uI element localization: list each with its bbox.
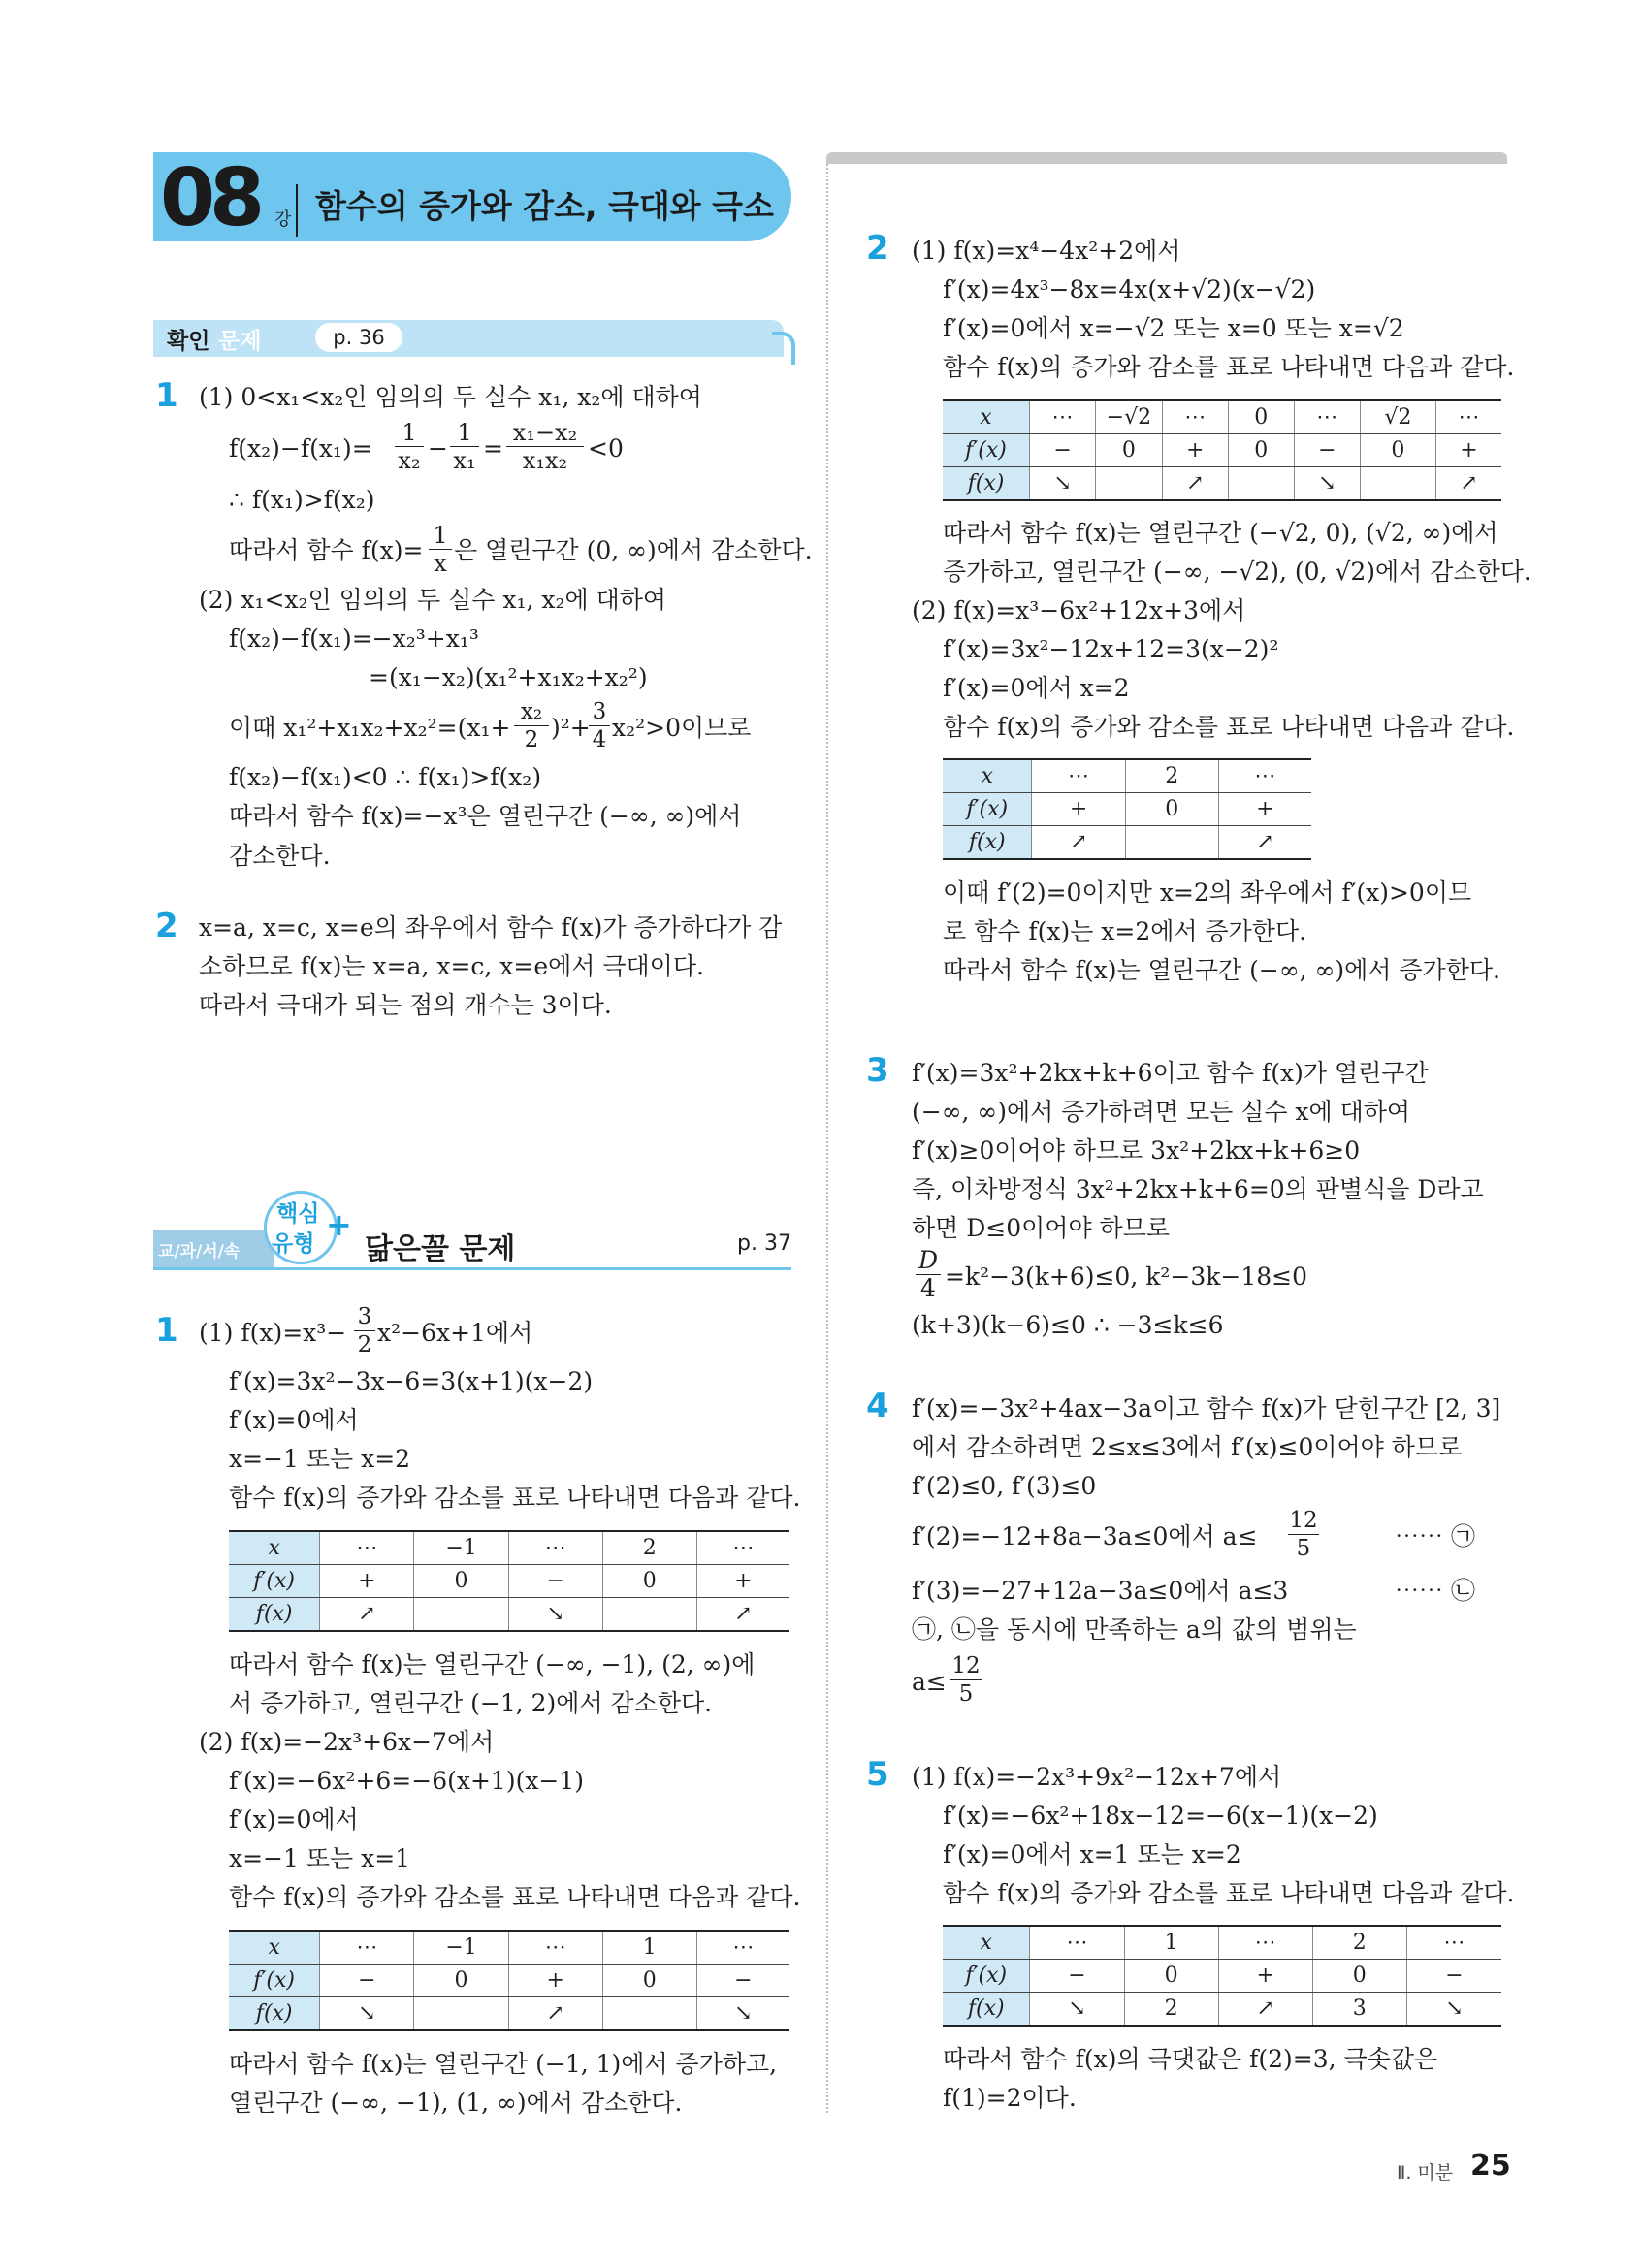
table-cell: −1	[414, 1531, 508, 1565]
s4-line7-a: a≤	[912, 1668, 947, 1696]
s5-line2: f′(x)=−6x²+18x−12=−6(x−1)(x−2)	[943, 1802, 1378, 1830]
p1-line2-minus: −	[428, 434, 448, 463]
s1-line1-frac-den: 2	[357, 1332, 372, 1358]
table-cell: 2	[1312, 1926, 1406, 1960]
table-cell: 2	[1125, 759, 1218, 793]
table-cell: x	[943, 1926, 1030, 1960]
table-row	[229, 1931, 789, 1965]
p1-line8-frac2-den: 4	[592, 727, 607, 752]
table-cell: 0	[1125, 793, 1218, 826]
s2-line2: f′(x)=4x³−8x=4x(x+√2)(x−√2)	[943, 275, 1316, 303]
p1-line3: ∴ f(x₁)>f(x₂)	[229, 486, 375, 514]
p1-frac1-den: x₂	[398, 447, 421, 474]
p2-line1: x=a, x=c, x=e의 좌우에서 함수 f(x)가 증가하다가 감	[199, 913, 783, 942]
table-cell: +	[1435, 434, 1501, 467]
table-cell: ↘	[508, 1598, 602, 1632]
s1-line11: x=−1 또는 x=1	[229, 1844, 411, 1872]
table-cell: f′(x)	[229, 1965, 320, 1997]
table-cell: 0	[602, 1965, 696, 1997]
s5-line4: 함수 f(x)의 증가와 감소를 표로 나타내면 다음과 같다.	[943, 1879, 1515, 1907]
table-row	[943, 1960, 1501, 1993]
s2-number: 2	[866, 229, 889, 268]
s1-line13: 따라서 함수 f(x)는 열린구간 (−1, 1)에서 증가하고,	[229, 2050, 778, 2078]
p1-line8-frac1	[514, 698, 549, 753]
table-cell: 2	[602, 1531, 696, 1565]
table-cell: ↗	[696, 1598, 789, 1632]
table-cell: ↗	[508, 1997, 602, 2031]
footer-section: Ⅱ. 미분	[1397, 2162, 1454, 2184]
s4-line4-frac-num: 12	[1289, 1508, 1318, 1533]
s3-line6-frac	[916, 1247, 941, 1302]
table-cell	[1360, 467, 1435, 501]
table-cell: −	[696, 1965, 789, 1997]
lesson-title: 함수의 증가와 감소, 극대와 극소	[315, 187, 774, 225]
s2-line3: f′(x)=0에서 x=−√2 또는 x=0 또는 x=√2	[943, 314, 1404, 342]
s1-line5: 함수 f(x)의 증가와 감소를 표로 나타내면 다음과 같다.	[229, 1484, 801, 1512]
confirm-label-b: 문제	[218, 329, 262, 354]
table-cell	[602, 1598, 696, 1632]
s3-line3: f′(x)≥0이어야 하므로 3x²+2kx+k+6≥0	[912, 1136, 1361, 1165]
s1-line1-frac-num: 3	[354, 1303, 375, 1331]
s3-line6-frac-num: D	[916, 1247, 941, 1275]
table-cell: ⋯	[696, 1531, 789, 1565]
p1-frac1-num: 1	[395, 419, 424, 447]
p2-number: 2	[155, 907, 178, 945]
table-cell: ⋯	[1162, 400, 1228, 434]
table-cell	[414, 1997, 508, 2031]
table-cell: 0	[1228, 400, 1294, 434]
p1-line8-frac1-den: 2	[524, 727, 539, 752]
column-divider	[826, 164, 828, 2113]
p1-line4-frac-den: x	[434, 550, 447, 577]
s4-line2: 에서 감소하려면 2≤x≤3에서 f′(x)≤0이어야 하므로	[912, 1433, 1463, 1461]
p1-line1: (1) 0<x₁<x₂인 임의의 두 실수 x₁, x₂에 대하여	[199, 383, 702, 411]
p1-line4-b: 은 열린구간 (0, ∞)에서 감소한다.	[454, 536, 813, 564]
table-cell: ↘	[1030, 1993, 1124, 2027]
footer-page-number: 25	[1470, 2149, 1511, 2183]
s5-table1	[943, 1925, 1501, 2027]
table-row	[229, 1565, 789, 1598]
table-cell: x	[229, 1931, 320, 1965]
s3-line6-frac-den: 4	[920, 1274, 936, 1302]
s4-line4-tag: ⋯⋯ ㉠	[1395, 1522, 1475, 1550]
similar-series: 교/과/서/속	[158, 1242, 241, 1262]
table-cell: x	[229, 1531, 320, 1565]
s1-number: 1	[155, 1311, 178, 1350]
p1-line5: (2) x₁<x₂인 임의의 두 실수 x₁, x₂에 대하여	[199, 586, 667, 614]
table-cell: +	[1218, 793, 1311, 826]
table-cell: f′(x)	[229, 1565, 320, 1598]
s3-line4: 즉, 이차방정식 3x²+2kx+k+6=0의 판별식을 D라고	[912, 1175, 1484, 1203]
s4-line4-frac	[1288, 1507, 1319, 1562]
table-row	[229, 1997, 789, 2031]
table-cell: x	[943, 400, 1029, 434]
table-cell: f(x)	[943, 467, 1029, 501]
s1-line14: 열린구간 (−∞, −1), (1, ∞)에서 감소한다.	[229, 2089, 683, 2117]
s2-table2	[943, 758, 1311, 860]
table-cell: ↗	[1032, 826, 1125, 860]
p1-frac2-den: x₁	[453, 447, 476, 474]
table-cell: f(x)	[943, 826, 1032, 860]
s3-line7: (k+3)(k−6)≤0 ∴ −3≤k≤6	[912, 1311, 1224, 1339]
similar-plus-icon: +	[326, 1206, 352, 1243]
s1-line1-frac	[354, 1303, 375, 1358]
p1-frac3-den: x₁x₂	[522, 447, 568, 474]
s4-number: 4	[866, 1387, 889, 1425]
table-cell: ⋯	[508, 1931, 602, 1965]
similar-badge-bottom: 유형	[272, 1231, 315, 1257]
s3-line1: f′(x)=3x²+2kx+k+6이고 함수 f(x)가 열린구간	[912, 1059, 1429, 1087]
p2-line2: 소하므로 f(x)는 x=a, x=c, x=e에서 극대이다.	[199, 952, 704, 980]
right-column-top-bar	[826, 152, 1507, 164]
table-cell: x	[943, 759, 1032, 793]
s2-line13: 따라서 함수 f(x)는 열린구간 (−∞, ∞)에서 증가한다.	[943, 956, 1500, 984]
table-cell: +	[320, 1565, 414, 1598]
table-cell: f(x)	[229, 1598, 320, 1632]
table-cell: ↗	[1218, 1993, 1312, 2027]
s5-line3: f′(x)=0에서 x=1 또는 x=2	[943, 1840, 1241, 1869]
s5-line5: 따라서 함수 f(x)의 극댓값은 f(2)=3, 극솟값은	[943, 2045, 1438, 2073]
table-cell: ⋯	[1029, 400, 1095, 434]
p1-line11: 감소한다.	[229, 842, 331, 870]
s4-line5-tag: ⋯⋯ ㉡	[1395, 1577, 1475, 1605]
s3-number: 3	[866, 1051, 889, 1090]
s1-line6: 따라서 함수 f(x)는 열린구간 (−∞, −1), (2, ∞)에	[229, 1650, 756, 1678]
table-cell: −√2	[1096, 400, 1163, 434]
table-row	[229, 1531, 789, 1565]
table-row	[943, 467, 1501, 501]
table-cell: +	[1162, 434, 1228, 467]
s3-line6-rest: =k²−3(k+6)≤0, k²−3k−18≤0	[945, 1262, 1308, 1291]
p1-line2-lhs: f(x₂)−f(x₁)=	[229, 434, 372, 463]
table-cell: +	[1032, 793, 1125, 826]
s1-line1-d: x²−6x+1에서	[377, 1319, 533, 1347]
p1-line7: =(x₁−x₂)(x₁²+x₁x₂+x₂²)	[369, 663, 648, 691]
confirm-page: p. 36	[315, 323, 402, 352]
p1-frac3	[506, 419, 584, 474]
table-row	[943, 1993, 1501, 2027]
s2-line1: (1) f(x)=x⁴−4x²+2에서	[912, 237, 1181, 265]
p1-line8-frac2	[589, 698, 610, 753]
table-cell	[602, 1997, 696, 2031]
p1-line2-eq: =	[483, 434, 503, 463]
s2-line7: (2) f(x)=x³−6x²+12x+3에서	[912, 596, 1246, 624]
s1-table2	[229, 1930, 789, 2031]
table-cell: +	[508, 1965, 602, 1997]
p1-line9: f(x₂)−f(x₁)<0 ∴ f(x₁)>f(x₂)	[229, 763, 542, 791]
s3-line5: 하면 D≤0이어야 하므로	[912, 1214, 1170, 1242]
table-cell: ⋯	[1218, 1926, 1312, 1960]
table-row	[229, 1965, 789, 1997]
table-row	[943, 793, 1311, 826]
table-cell: −	[1294, 434, 1360, 467]
table-cell: ⋯	[508, 1531, 602, 1565]
s4-line4-a: f′(2)=−12+8a−3a≤0에서 a≤	[912, 1522, 1258, 1550]
table-cell: ⋯	[1435, 400, 1501, 434]
p1-line4-frac-num: 1	[429, 522, 452, 550]
table-cell: 1	[1124, 1926, 1218, 1960]
similar-title: 닮은꼴 문제	[365, 1232, 516, 1266]
table-row	[229, 1598, 789, 1632]
table-cell: +	[696, 1565, 789, 1598]
s4-line6: ㉠, ㉡을 동시에 만족하는 a의 값의 범위는	[912, 1615, 1357, 1644]
p1-number: 1	[155, 376, 178, 415]
s4-line5-a: f′(3)=−27+12a−3a≤0에서 a≤3	[912, 1577, 1289, 1605]
table-row	[943, 826, 1311, 860]
confirm-header-line	[772, 332, 795, 365]
table-cell: 0	[414, 1965, 508, 1997]
s1-line9: f′(x)=−6x²+6=−6(x+1)(x−1)	[229, 1767, 585, 1795]
table-cell: ↗	[1435, 467, 1501, 501]
table-cell: ↘	[320, 1997, 414, 2031]
p1-line8-g: x₂²>0이므로	[612, 714, 752, 742]
p1-line4-a: 따라서 함수 f(x)=	[229, 536, 424, 564]
p1-line10: 따라서 함수 f(x)=−x³은 열린구간 (−∞, ∞)에서	[229, 802, 742, 830]
s2-line5: 따라서 함수 f(x)는 열린구간 (−√2, 0), (√2, ∞)에서	[943, 519, 1498, 547]
table-cell: f(x)	[943, 1993, 1030, 2027]
table-cell: ↘	[1406, 1993, 1501, 2027]
s2-line6: 증가하고, 열린구간 (−∞, −√2), (0, √2)에서 감소한다.	[943, 558, 1531, 586]
p1-line2-rhs: <0	[588, 434, 624, 463]
table-cell: ↘	[1294, 467, 1360, 501]
table-cell: +	[1218, 1960, 1312, 1993]
table-cell: 0	[1228, 434, 1294, 467]
p1-line6: f(x₂)−f(x₁)=−x₂³+x₁³	[229, 624, 479, 653]
table-cell: 0	[1124, 1960, 1218, 1993]
table-cell: ⋯	[1030, 1926, 1124, 1960]
table-row	[943, 434, 1501, 467]
p1-frac2-num: 1	[450, 419, 479, 447]
table-cell: ⋯	[696, 1931, 789, 1965]
s5-number: 5	[866, 1755, 889, 1794]
table-cell: ⋯	[1218, 759, 1311, 793]
s1-line10: f′(x)=0에서	[229, 1805, 359, 1834]
confirm-label-a: 확인	[167, 329, 210, 354]
similar-badge-top: 핵심	[276, 1201, 320, 1227]
table-cell: f′(x)	[943, 793, 1032, 826]
p1-frac2	[450, 419, 479, 474]
table-cell: −	[1029, 434, 1095, 467]
s2-table1	[943, 399, 1501, 501]
table-cell: ↘	[1029, 467, 1095, 501]
s1-line7: 서 증가하고, 열린구간 (−1, 2)에서 감소한다.	[229, 1689, 713, 1717]
s2-line4: 함수 f(x)의 증가와 감소를 표로 나타내면 다음과 같다.	[943, 353, 1515, 381]
lesson-number: 08	[160, 152, 260, 244]
table-cell	[414, 1598, 508, 1632]
table-cell: f′(x)	[943, 1960, 1030, 1993]
table-cell: √2	[1360, 400, 1435, 434]
s1-line1-a: (1) f(x)=x³−	[199, 1319, 347, 1347]
s4-line7-frac-den: 5	[958, 1681, 974, 1707]
table-cell: ↗	[1162, 467, 1228, 501]
table-cell: f′(x)	[943, 434, 1029, 467]
table-cell: ⋯	[320, 1531, 414, 1565]
table-cell: 0	[414, 1565, 508, 1598]
p1-frac3-num: x₁−x₂	[506, 419, 584, 447]
s2-line11: 이때 f′(2)=0이지만 x=2의 좌우에서 f′(x)>0이므	[943, 878, 1472, 907]
s2-line8: f′(x)=3x²−12x+12=3(x−2)²	[943, 635, 1279, 663]
s1-line12: 함수 f(x)의 증가와 감소를 표로 나타내면 다음과 같다.	[229, 1883, 801, 1911]
s4-line3: f′(2)≤0, f′(3)≤0	[912, 1472, 1097, 1500]
table-cell	[1096, 467, 1163, 501]
table-cell: 0	[602, 1565, 696, 1598]
s4-line4-frac-den: 5	[1296, 1536, 1311, 1561]
s3-line2: (−∞, ∞)에서 증가하려면 모든 실수 x에 대하여	[912, 1098, 1411, 1126]
table-cell: f(x)	[229, 1997, 320, 2031]
table-cell: 3	[1312, 1993, 1406, 2027]
table-cell: −	[1406, 1960, 1501, 1993]
table-cell	[1228, 467, 1294, 501]
table-cell	[1125, 826, 1218, 860]
p1-line8-frac2-num: 3	[589, 698, 610, 726]
table-cell: −	[1030, 1960, 1124, 1993]
table-cell: 0	[1360, 434, 1435, 467]
similar-page: p. 37	[737, 1231, 791, 1256]
s5-line6: f(1)=2이다.	[943, 2084, 1077, 2112]
s1-line2: f′(x)=3x²−3x−6=3(x+1)(x−2)	[229, 1367, 594, 1395]
s4-line1: f′(x)=−3x²+4ax−3a이고 함수 f(x)가 닫힌구간 [2, 3]	[912, 1394, 1501, 1422]
lesson-divider	[296, 184, 298, 237]
table-cell: −	[508, 1565, 602, 1598]
table-cell: −	[320, 1965, 414, 1997]
table-cell: −1	[414, 1931, 508, 1965]
table-cell: ⋯	[1406, 1926, 1501, 1960]
s1-table1	[229, 1530, 789, 1632]
s4-line7-frac-num: 12	[951, 1653, 981, 1678]
p1-line8-d: )²+	[551, 714, 591, 742]
s4-line7-frac	[950, 1652, 982, 1708]
p1-line8-frac1-num: x₂	[514, 698, 549, 726]
s2-line9: f′(x)=0에서 x=2	[943, 674, 1130, 702]
table-cell: ↘	[696, 1997, 789, 2031]
s1-line8: (2) f(x)=−2x³+6x−7에서	[199, 1728, 495, 1756]
s5-line1: (1) f(x)=−2x³+9x²−12x+7에서	[912, 1763, 1282, 1791]
table-row	[943, 400, 1501, 434]
s1-line4: x=−1 또는 x=2	[229, 1445, 411, 1473]
table-cell: ↗	[320, 1598, 414, 1632]
table-cell: ↗	[1218, 826, 1311, 860]
p2-line3: 따라서 극대가 되는 점의 개수는 3이다.	[199, 991, 612, 1019]
lesson-suffix: 강	[274, 209, 292, 230]
p1-line4-frac	[429, 522, 452, 577]
table-row	[943, 1926, 1501, 1960]
table-cell: 0	[1312, 1960, 1406, 1993]
s2-line10: 함수 f(x)의 증가와 감소를 표로 나타내면 다음과 같다.	[943, 713, 1515, 741]
table-cell: ⋯	[320, 1931, 414, 1965]
table-cell: 1	[602, 1931, 696, 1965]
table-cell: 2	[1124, 1993, 1218, 2027]
table-row	[943, 759, 1311, 793]
table-cell: ⋯	[1294, 400, 1360, 434]
table-cell: ⋯	[1032, 759, 1125, 793]
s1-line3: f′(x)=0에서	[229, 1406, 359, 1434]
similar-header-line	[153, 1267, 791, 1270]
p1-frac1	[395, 419, 424, 474]
table-cell: 0	[1096, 434, 1163, 467]
p1-line8-a: 이때 x₁²+x₁x₂+x₂²=(x₁+	[229, 714, 511, 742]
s2-line12: 로 함수 f(x)는 x=2에서 증가한다.	[943, 917, 1307, 945]
